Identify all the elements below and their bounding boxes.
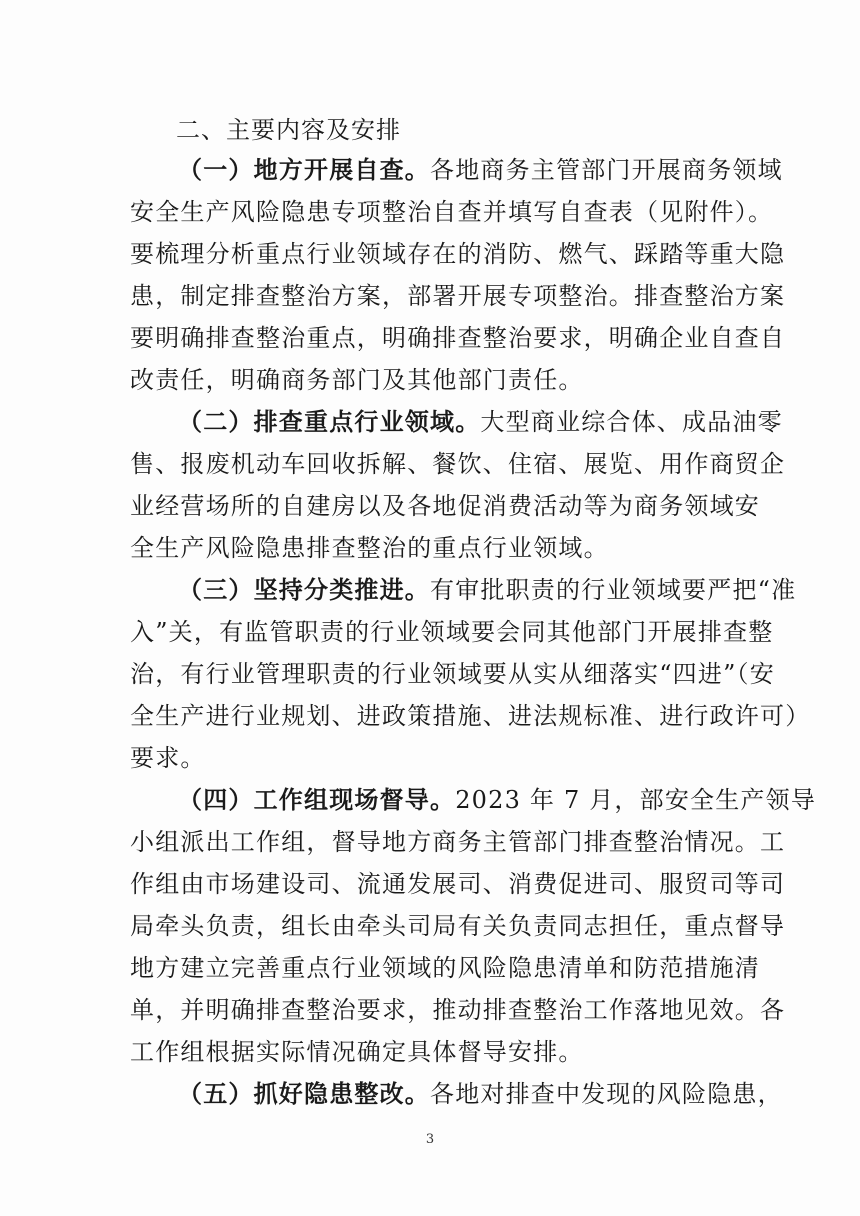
paragraph-3-line-4: 全生产进行业规划、进政策措施、进法规标准、进行政许可） [130, 702, 811, 730]
paragraph-4-line-2: 小组派出工作组，督导地方商务主管部门排查整治情况。工 [130, 828, 786, 856]
paragraph-4-line-1 [178, 782, 817, 818]
paragraph-1-line-3: 要梳理分析重点行业领域存在的消防、燃气、踩踏等重大隐 [130, 240, 786, 268]
paragraph-2-line-4: 全生产风险隐患排查整治的重点行业领域。 [130, 534, 609, 562]
paragraph-2-line-2: 售、报废机动车回收拆解、餐饮、住宿、展览、用作商贸企 [130, 450, 786, 478]
paragraph-1-line-6: 改责任，明确商务部门及其他部门责任。 [130, 366, 584, 394]
paragraph-4-line-7: 工作组根据实际情况确定具体督导安排。 [130, 1038, 584, 1066]
paragraph-3-line-5: 要求。 [130, 744, 206, 772]
paragraph-2-title: （二）排查重点行业领域。 [178, 408, 481, 436]
paragraph-4-line-3: 作组由市场建设司、流通发展司、消费促进司、服贸司等司 [130, 870, 786, 898]
paragraph-5-title: （五）抓好隐患整改。 [178, 1080, 430, 1108]
paragraph-5-line-1 [178, 1076, 783, 1112]
page-number: 3 [425, 1132, 435, 1147]
paragraph-3-title: （三）坚持分类推进。 [178, 576, 430, 604]
paragraph-2-line-1 [178, 404, 783, 440]
paragraph-3-line-1 [178, 572, 797, 608]
paragraph-1-title: （一）地方开展自查。 [178, 156, 430, 184]
paragraph-1-line-1 [178, 152, 783, 188]
paragraph-4-text: 2023 年 7 月，部安全生产领导 [455, 786, 817, 814]
paragraph-1-line-4: 患，制定排查整治方案，部署开展专项整治。排查整治方案 [130, 282, 786, 310]
paragraph-1-line-2: 安全生产风险隐患专项整治自查并填写自查表（见附件）。 [130, 198, 774, 226]
paragraph-1-text: 各地商务主管部门开展商务领域 [430, 156, 783, 184]
paragraph-2-line-3: 业经营场所的自建房以及各地促消费活动等为商务领域安 [130, 492, 760, 520]
paragraph-1-line-5: 要明确排查整治重点，明确排查整治要求，明确企业自查自 [130, 324, 786, 352]
paragraph-5-text: 各地对排查中发现的风险隐患， [430, 1080, 783, 1108]
paragraph-2-text: 大型商业综合体、成品油零 [480, 408, 783, 436]
paragraph-3-line-2: 入”关，有监管职责的行业领域要会同其他部门开展排查整 [130, 618, 774, 646]
paragraph-4-line-6: 单，并明确排查整治要求，推动排查整治工作落地见效。各 [130, 996, 786, 1024]
paragraph-4-title: （四）工作组现场督导。 [178, 786, 456, 814]
paragraph-4-line-5: 地方建立完善重点行业领域的风险隐患清单和防范措施清 [130, 954, 760, 982]
paragraph-3-text: 有审批职责的行业领域要严把“准 [430, 576, 797, 604]
paragraph-3-line-3: 治，有行业管理职责的行业领域要从实从细落实“四进”（安 [130, 660, 775, 688]
paragraph-4-line-4: 局牵头负责，组长由牵头司局有关负责同志担任，重点督导 [130, 912, 786, 940]
section-heading: 二、主要内容及安排 [176, 116, 401, 144]
